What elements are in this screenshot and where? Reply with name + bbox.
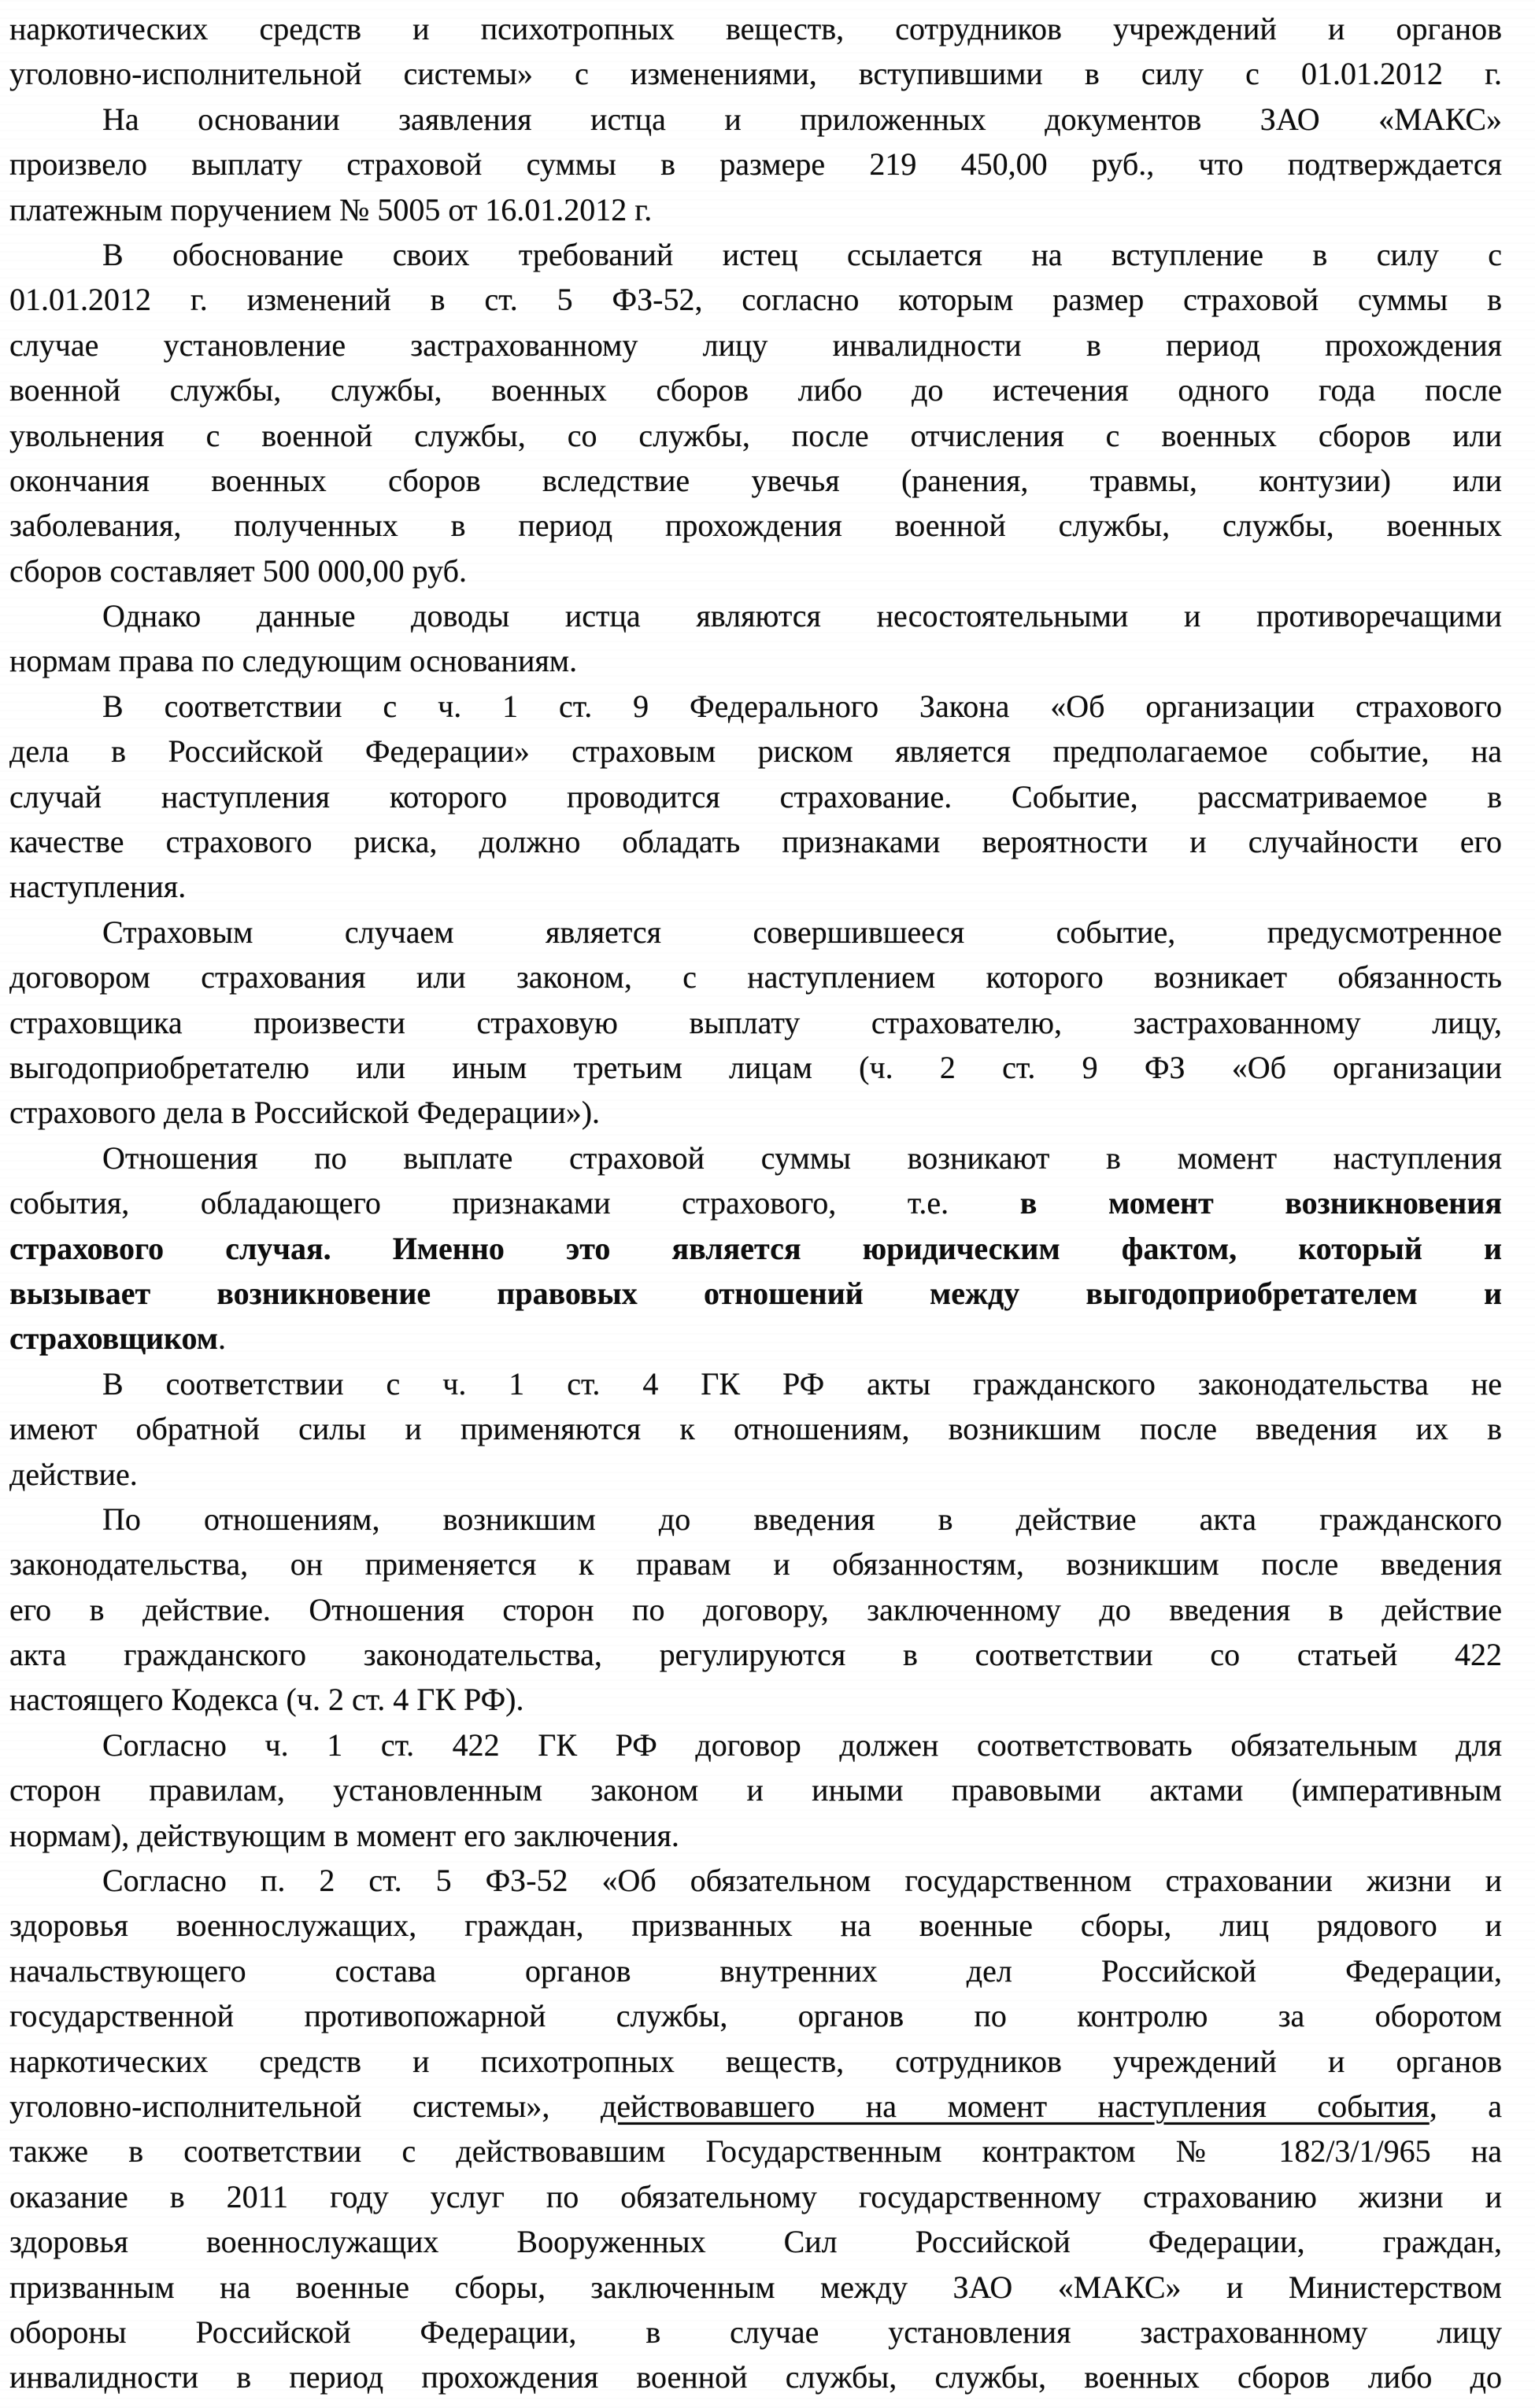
text-segment: сторон правилам, установленным законом и иными правовыми актами (императивным bbox=[9, 1772, 1502, 1808]
text-segment: нормам права по следующим основаниям. bbox=[9, 643, 578, 679]
text-segment: наступления. bbox=[9, 869, 187, 905]
text-segment: действие. bbox=[9, 1456, 138, 1492]
text-segment: Однако данные доводы истца являются несостоятельными и противоречащими bbox=[102, 598, 1502, 634]
text-line bbox=[9, 51, 1502, 96]
text-segment: качестве страхового риска, должно обладать признаками вероятности и случайности его bbox=[9, 824, 1502, 860]
paragraph bbox=[9, 910, 1502, 1136]
text-line bbox=[9, 2174, 1502, 2219]
text-line bbox=[9, 1316, 1502, 1361]
text-line bbox=[9, 2219, 1502, 2264]
text-line bbox=[9, 2039, 1502, 2084]
text-line bbox=[9, 187, 1502, 232]
paragraph bbox=[9, 1136, 1502, 1361]
text-segment: сборов составляет 500 000,00 руб. bbox=[9, 552, 467, 589]
text-segment: также в соответствии с действовавшим Государственным контрактом № 182/3/1/965 на bbox=[9, 2133, 1502, 2170]
text-segment: здоровья военнослужащих, граждан, призванных на военные сборы, лиц рядового и bbox=[9, 1908, 1502, 1944]
text-segment: акта гражданского законодательства, регулируются в соответствии со статьей 422 bbox=[9, 1637, 1502, 1673]
text-line bbox=[9, 97, 1502, 142]
text-segment: заболевания, полученных в период прохождения военной службы, службы, военных bbox=[9, 508, 1502, 544]
text-segment: страховщика произвести страховую выплату страхователю, застрахованному лицу, bbox=[9, 1004, 1502, 1040]
text-line bbox=[9, 864, 1502, 909]
text-line bbox=[9, 774, 1502, 819]
text-segment: 01.01.2012 г. изменений в ст. 5 ФЗ-52, согласно которым размер страховой суммы в bbox=[9, 282, 1502, 318]
text-line bbox=[9, 2354, 1502, 2399]
text-line bbox=[9, 1271, 1502, 1316]
text-segment: договором страхования или законом, с наступлением которого возникает обязанность bbox=[9, 959, 1502, 995]
text-line bbox=[9, 1903, 1502, 1948]
text-segment: В соответствии с ч. 1 ст. 4 ГК РФ акты гражданского законодательства не bbox=[102, 1365, 1502, 1402]
underlined-text-segment: действовавшего на момент наступления события bbox=[600, 2088, 1430, 2124]
text-line bbox=[9, 548, 1502, 593]
paragraph bbox=[9, 97, 1502, 232]
text-segment: уголовно-исполнительной системы» с изменениями, вступившими в силу с 01.01.2012 г. bbox=[9, 56, 1502, 92]
text-line bbox=[9, 277, 1502, 322]
text-line bbox=[9, 1226, 1502, 1271]
text-segment: события, обладающего признаками страхового, т.е. bbox=[9, 1185, 1020, 1221]
text-line bbox=[9, 729, 1502, 774]
text-line bbox=[9, 458, 1502, 503]
bold-text-segment: в момент возникновения bbox=[1019, 1185, 1502, 1221]
text-line bbox=[9, 955, 1502, 999]
text-segment: страхового дела в Российской Федерации»). bbox=[9, 1095, 601, 1131]
text-line bbox=[9, 1090, 1502, 1135]
paragraph bbox=[9, 1723, 1502, 1858]
text-line bbox=[9, 593, 1502, 638]
text-segment: окончания военных сборов вследствие увечья (ранения, травмы, контузии) или bbox=[9, 462, 1502, 498]
text-segment: имеют обратной силы и применяются к отношениям, возникшим после введения их в bbox=[9, 1411, 1502, 1447]
text-segment: выгодоприобретателю или иным третьим лицам (ч. 2 ст. 9 ФЗ «Об организации bbox=[9, 1049, 1502, 1085]
text-line bbox=[9, 638, 1502, 683]
text-segment: По отношениям, возникшим до введения в действие акта гражданского bbox=[102, 1501, 1502, 1537]
paragraph bbox=[9, 1497, 1502, 1723]
text-line bbox=[9, 2310, 1502, 2354]
text-line bbox=[9, 367, 1502, 412]
bold-text-segment: страхового случая. Именно это является юридическим фактом, который и bbox=[9, 1230, 1502, 1266]
text-line bbox=[9, 2265, 1502, 2310]
text-line bbox=[9, 413, 1502, 458]
bold-text-segment: вызывает возникновение правовых отношений между выгодоприобретателем и bbox=[9, 1275, 1502, 1311]
text-line bbox=[9, 232, 1502, 277]
paragraph bbox=[9, 1361, 1502, 1497]
text-segment: Страховым случаем является совершившееся событие, предусмотренное bbox=[102, 914, 1502, 950]
text-segment: инвалидности в период прохождения военной службы, службы, военных сборов либо до bbox=[9, 2359, 1502, 2395]
text-line bbox=[9, 503, 1502, 548]
text-line bbox=[9, 2084, 1502, 2129]
text-segment: случай наступления которого проводится страхование. Событие, рассматриваемое в bbox=[9, 778, 1502, 814]
text-line bbox=[9, 1045, 1502, 1090]
text-line bbox=[9, 1497, 1502, 1542]
paragraph bbox=[9, 232, 1502, 593]
text-line bbox=[9, 323, 1502, 367]
text-segment: настоящего Кодекса (ч. 2 ст. 4 ГК РФ). bbox=[9, 1682, 524, 1718]
text-segment: наркотических средств и психотропных веществ, сотрудников учреждений и органов bbox=[9, 2043, 1502, 2079]
text-segment: наркотических средств и психотропных веществ, сотрудников учреждений и органов bbox=[9, 11, 1502, 46]
text-line bbox=[9, 910, 1502, 955]
text-segment: обороны Российской Федерации, в случае установления застрахованному лицу bbox=[9, 2314, 1502, 2350]
text-line bbox=[9, 1632, 1502, 1677]
text-segment: государственной противопожарной службы, органов по контролю за оборотом bbox=[9, 1998, 1502, 2034]
text-segment: его в действие. Отношения сторон по договору, заключенному до введения в действие bbox=[9, 1591, 1502, 1627]
text-line bbox=[9, 1767, 1502, 1812]
text-line bbox=[9, 1000, 1502, 1045]
text-line bbox=[9, 1587, 1502, 1632]
text-segment: здоровья военнослужащих Вооруженных Сил Российской Федерации, граждан, bbox=[9, 2224, 1502, 2260]
text-segment: На основании заявления истца и приложенных документов ЗАО «МАКС» bbox=[102, 101, 1502, 137]
text-line bbox=[9, 1136, 1502, 1180]
text-line bbox=[9, 1361, 1502, 1406]
text-segment: Согласно п. 2 ст. 5 ФЗ-52 «Об обязательном государственном страховании жизни и bbox=[102, 1863, 1502, 1899]
text-segment: дела в Российской Федерации» страховым риском является предполагаемое событие, на bbox=[9, 733, 1502, 770]
text-segment: призванным на военные сборы, заключенным между ЗАО «МАКС» и Министерством bbox=[9, 2269, 1502, 2305]
text-line bbox=[9, 2129, 1502, 2173]
text-segment: В соответствии с ч. 1 ст. 9 Федерального Закона «Об организации страхового bbox=[102, 688, 1502, 724]
text-segment: . bbox=[218, 1320, 227, 1357]
text-segment: Отношения по выплате страховой суммы возникают в момент наступления bbox=[102, 1139, 1502, 1176]
text-line bbox=[9, 142, 1502, 187]
text-segment: Согласно ч. 1 ст. 422 ГК РФ договор должен соответствовать обязательным для bbox=[102, 1727, 1502, 1763]
text-segment: платежным поручением № 5005 от 16.01.2012 г. bbox=[9, 191, 653, 227]
text-segment: В обоснование своих требований истец ссылается на вступление в силу с bbox=[102, 236, 1502, 272]
text-segment: нормам), действующим в момент его заключения. bbox=[9, 1817, 679, 1853]
text-segment: оказание в 2011 году услуг по обязательному государственному страхованию жизни и bbox=[9, 2178, 1502, 2214]
text-line bbox=[9, 1723, 1502, 1767]
text-segment: увольнения с военной службы, со службы, после отчисления с военных сборов или bbox=[9, 417, 1502, 453]
paragraph bbox=[9, 593, 1502, 684]
text-segment: уголовно-исполнительной системы», bbox=[9, 2088, 601, 2124]
text-line bbox=[9, 1542, 1502, 1586]
text-segment: , а bbox=[1429, 2088, 1502, 2124]
text-line bbox=[9, 1452, 1502, 1497]
text-line bbox=[9, 1948, 1502, 1993]
text-line bbox=[9, 1406, 1502, 1451]
text-line bbox=[9, 819, 1502, 864]
text-line bbox=[9, 6, 1502, 51]
bold-text-segment: страховщиком bbox=[9, 1320, 219, 1357]
text-line bbox=[9, 1677, 1502, 1722]
text-segment: начальствующего состава органов внутренних дел Российской Федерации, bbox=[9, 1952, 1502, 1989]
text-line bbox=[9, 1858, 1502, 1903]
paragraph bbox=[9, 1858, 1502, 2400]
text-segment: военной службы, службы, военных сборов либо до истечения одного года после bbox=[9, 372, 1502, 408]
text-line bbox=[9, 1993, 1502, 2038]
text-line bbox=[9, 1813, 1502, 1858]
text-line bbox=[9, 1180, 1502, 1225]
text-line bbox=[9, 684, 1502, 729]
text-segment: законодательства, он применяется к правам и обязанностям, возникшим после введения bbox=[9, 1546, 1502, 1583]
text-segment: произвело выплату страховой суммы в размере 219 450,00 руб., что подтверждается bbox=[9, 146, 1502, 183]
paragraph bbox=[9, 6, 1502, 97]
text-segment: случае установление застрахованному лицу инвалидности в период прохождения bbox=[9, 327, 1502, 363]
paragraph bbox=[9, 684, 1502, 910]
